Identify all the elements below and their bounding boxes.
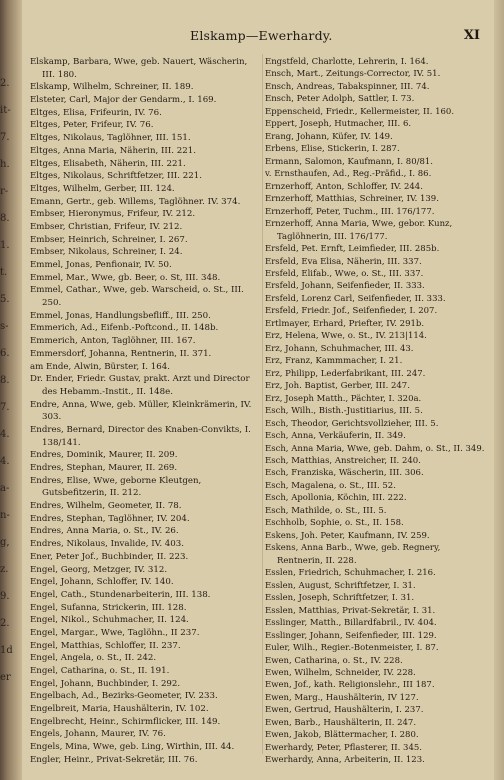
running-header — [150, 28, 480, 46]
left-column — [30, 56, 262, 767]
directory-entry: Endres, Dominik, Maurer, II. 209. — [30, 450, 178, 461]
directory-entry: Eppert, Joseph, Hutmacher, III. 6. — [265, 119, 412, 130]
directory-entry: Esslen, Friedrich, Schuhmacher, I. 216. — [265, 568, 436, 579]
edge-fragment: 1d — [0, 645, 13, 656]
page-edge — [494, 0, 504, 780]
directory-entry: Ertlmayer, Erhard, Priefter, IV. 291b. — [265, 318, 425, 329]
edge-fragment: 1. — [0, 240, 10, 251]
directory-entry: Endres, Anna Maria, o. St., IV. 26. — [30, 526, 179, 537]
directory-entry: Engel, Johann, Buchbinder, I. 292. — [30, 678, 181, 689]
directory-entry: Endres, Wilhelm, Geometer, II. 78. — [30, 501, 182, 512]
directory-entry: Esch, Apollonia, Köchin, III. 222. — [265, 493, 407, 504]
directory-entry: Emmel, Cathar., Wwe, geb. Warscheid, o. St., III. 250. — [30, 285, 244, 309]
edge-fragment: 7. — [0, 132, 10, 143]
directory-entry: Ersfeld, Lorenz Carl, Seifenfieder, II. 333. — [265, 293, 446, 304]
directory-entry: Eppenscheid, Friedr., Kellermeister, II. 160. — [265, 106, 455, 117]
edge-fragment: a- — [0, 483, 10, 494]
edge-fragment: it- — [0, 105, 11, 116]
header-title: Elskamp—Ewerhardy. — [190, 28, 333, 43]
directory-entry: am Ende, Alwin, Bürster, I. 164. — [30, 361, 170, 372]
binding-gutter — [0, 0, 22, 780]
directory-entry: Ernzerhoff, Anna Maria, Wwe, gebor. Kunz, Taglöhnerin, III. 176/177. — [265, 219, 453, 242]
directory-entry: Esslinger, Matth., Billardfabril., IV. 404. — [265, 618, 437, 629]
directory-entry: Erbens, Elise, Stickerin, I. 287. — [265, 144, 400, 155]
directory-entry: Eltges, Nikolaus, Schriftfetzer, III. 221. — [30, 171, 202, 182]
edge-fragment: 8. — [0, 375, 10, 386]
directory-entry: Ewen, Jakob, Blättermacher, I. 280. — [265, 730, 419, 741]
edge-fragment: t. — [0, 267, 8, 278]
directory-entry: Emmel, Jonas, Penfionair, IV. 50. — [30, 260, 172, 270]
right-column — [265, 56, 485, 767]
directory-entry: Ener, Peter Jof., Buchbinder, II. 223. — [30, 551, 189, 562]
directory-entry: Engel, Nikol., Schuhmacher, II. 124. — [30, 615, 189, 626]
directory-entry: Endres, Nikolaus, Invalide, IV. 403. — [30, 539, 185, 550]
directory-entry: Ernzerhoff, Matthias, Schreiner, IV. 139. — [265, 194, 439, 205]
directory-entry: Esch, Magalena, o. St., III. 52. — [265, 480, 396, 491]
directory-entry: Ewen, Jof., kath. Religionslehr., III 187. — [265, 680, 435, 691]
directory-entry: Embser, Christian, Frifeur, IV. 212. — [30, 221, 183, 232]
directory-entry: Elskamp, Wilhelm, Schreiner, II. 189. — [30, 82, 194, 93]
directory-entry: Esslen, August, Schriftfetzer, I. 31. — [265, 580, 416, 591]
directory-entry: Ersfeld, Friedr. Jof., Seifenfieder, I. 207. — [265, 306, 438, 317]
directory-entry: Ewen, Barb., Haushälterin, II. 247. — [265, 717, 417, 728]
directory-entry: Ersfeld, Pet. Ernft, Leimfieder, III. 285b. — [265, 244, 440, 255]
edge-fragment: 8. — [0, 213, 10, 224]
directory-entry: Eltges, Nikolaus, Taglöhner, III. 151. — [30, 133, 191, 144]
directory-entry: Esch, Anna, Verkäuferin, II. 349. — [265, 431, 406, 442]
directory-entry: Endres, Elise, Wwe, geborne Kleutgen, Gutsbefitzerin, II. 212. — [30, 475, 202, 499]
directory-entry: Engel, Cath., Stundenarbeiterin, III. 138. — [30, 589, 211, 600]
edge-fragment: 4. — [0, 429, 10, 440]
directory-entry: Erz, Helena, Wwe, o. St., IV. 213|114. — [265, 331, 427, 342]
directory-entry: Erz, Joh. Baptist, Gerber, III. 247. — [265, 381, 410, 392]
directory-entry: Ewen, Wilhelm, Schneider, IV. 228. — [265, 667, 416, 678]
directory-entry: Ensch, Mart., Zeitungs-Corrector, IV. 51. — [265, 69, 441, 80]
directory-entry: Eltges, Wilhelm, Gerber, III. 124. — [30, 183, 175, 194]
directory-entry: Eskens, Joh. Peter, Kaufmann, IV. 259. — [265, 530, 430, 541]
edge-fragment: 2. — [0, 78, 10, 89]
directory-entry: Emmel, Jonas, Handlungsbefliff., III. 250. — [30, 310, 211, 321]
directory-entry: Esch, Wilh., Bisth.-Justitiarius, III. 5. — [265, 406, 423, 417]
directory-entry: Endres, Stephan, Taglöhner, IV. 204. — [30, 513, 190, 524]
directory-entry: Embser, Heinrich, Schreiner, I. 267. — [30, 234, 188, 245]
directory-entry: Engelbach, Ad., Bezirks-Geometer, IV. 233. — [30, 691, 218, 702]
edge-fragment: 2. — [0, 618, 10, 629]
directory-entry: Ernzerhoff, Peter, Tuchm., III. 176/177. — [265, 206, 435, 217]
directory-entry: Engstfeld, Charlotte, Lehrerin, I. 164. — [265, 57, 429, 67]
directory-entry: Erang, Johann, Küfer, IV. 149. — [265, 131, 393, 142]
directory-entry: Ersfeld, Eva Elisa, Näherin, III. 337. — [265, 256, 422, 267]
directory-entry: Engel, Angela, o. St., II. 242. — [30, 653, 157, 664]
directory-entry: Endres, Stephan, Maurer, II. 269. — [30, 463, 178, 473]
directory-entry: Ewerhardy, Peter, Pflasterer, II. 345. — [265, 742, 422, 753]
directory-entry: Engel, Margar., Wwe, Taglöhn., II 237. — [30, 627, 200, 638]
directory-entry: Emmel, Mar., Wwe, gb. Beer, o. St, III. 348. — [30, 272, 221, 283]
directory-entry: Eltges, Peter, Frifeur, IV. 76. — [30, 120, 154, 131]
edge-fragment: s- — [0, 321, 9, 332]
directory-entry: Ersfeld, Elifab., Wwe, o. St., III. 337. — [265, 268, 424, 279]
directory-entry: Endres, Bernard, Director des Knaben-Convikts, I. 138/141. — [30, 424, 251, 448]
directory-entry: Embser, Nikolaus, Schreiner, I. 24. — [30, 247, 183, 258]
directory-entry: Engels, Mina, Wwe, geb. Ling, Wirthin, III. 44. — [30, 742, 235, 753]
directory-entry: Esch, Mathilde, o. St., III. 5. — [265, 505, 387, 516]
directory-entry: Ensch, Andreas, Tabakspinner, III. 74. — [265, 81, 430, 92]
directory-entry: Erz, Philipp, Lederfabrikant, III. 247. — [265, 368, 426, 379]
directory-entry: Esch, Franziska, Wäscherin, III. 306. — [265, 468, 424, 479]
directory-entry: Eltges, Anna Maria, Näherin, III. 221. — [30, 145, 196, 156]
directory-entry: Engelbrecht, Heinr., Schirmflicker, III. 149. — [30, 716, 221, 727]
directory-entry: Elskamp, Barbara, Wwe, geb. Nauert, Wäscherin, III. 180. — [30, 57, 248, 80]
edge-fragment: h. — [0, 159, 10, 170]
directory-entry: Emmersdorf, Johanna, Rentnerin, II. 371. — [30, 348, 212, 359]
directory-entry: Elsteter, Carl, Major der Gendarm., I. 169. — [30, 95, 217, 106]
directory-entry: Eltges, Elisabeth, Näherin, III. 221. — [30, 158, 186, 169]
directory-entry: Ewerhardy, Anna, Arbeiterin, II. 123. — [265, 755, 425, 766]
directory-entry: Engel, Sufanna, Strickerin, III. 128. — [30, 602, 187, 613]
directory-entry: Emmerich, Ad., Eifenb.-Poftcond., II. 148b. — [30, 323, 219, 334]
directory-entry: Eschholb, Sophie, o. St., II. 158. — [265, 518, 404, 529]
directory-entry: Eltges, Elisa, Frifeurin, IV. 76. — [30, 107, 162, 118]
directory-entry: Esslen, Joseph, Schriftfetzer, I. 31. — [265, 593, 415, 604]
directory-entry: Engels, Johann, Maurer, IV. 76. — [30, 729, 166, 740]
directory-entry: Erz, Joseph Matth., Pächter, I. 320a. — [265, 393, 422, 404]
directory-entry: Ersfeld, Johann, Seifenfieder, II. 333. — [265, 281, 425, 292]
directory-entry: Engel, Matthias, Schloffer, II. 237. — [30, 640, 181, 651]
edge-fragment: z. — [0, 564, 9, 575]
directory-entry: Esch, Anna Maria, Wwe, geb. Dahm, o. St., II. 349. — [265, 443, 485, 454]
edge-fragment: 9. — [0, 591, 10, 602]
edge-fragment: r- — [0, 186, 9, 197]
directory-entry: Engel, Georg, Metzger, IV. 312. — [30, 564, 168, 575]
directory-entry: Emmerich, Anton, Taglöhner, III. 167. — [30, 336, 196, 347]
page-number: XI — [463, 28, 480, 43]
edge-fragment: 7. — [0, 402, 10, 413]
directory-entry: Erz, Franz, Kammmacher, I. 21. — [265, 356, 403, 367]
directory-entry: Esch, Theodor, Gerichtsvollzieher, III. 5. — [265, 418, 439, 429]
column-divider — [262, 54, 263, 754]
edge-fragment: 6. — [0, 348, 10, 359]
edge-fragment: n- — [0, 510, 10, 521]
edge-fragment: er — [0, 672, 11, 683]
directory-entry: Erz, Johann, Schuhmacher, III. 43. — [265, 343, 414, 354]
directory-entry: Ermann, Salomon, Kaufmann, I. 80/81. — [265, 156, 434, 167]
edge-fragment: 4. — [0, 456, 10, 467]
directory-entry: Engelbreit, Maria, Haushälterin, IV. 102. — [30, 704, 209, 715]
directory-entry: Engler, Heinr., Privat-Sekretär, III. 76. — [30, 754, 198, 765]
directory-entry: v. Ernsthaufen, Ad., Reg.-Präfid., I. 86. — [265, 169, 432, 180]
directory-entry: Endre, Anna, Wwe, geb. Müller, Kleinkrämerin, IV. 303. — [30, 399, 252, 423]
directory-entry: Ewen, Marg., Haushälterin, IV 127. — [265, 692, 419, 703]
directory-entry: Esslen, Matthias, Privat-Sekretär, I. 31. — [265, 605, 436, 616]
directory-entry: Ernzerhoff, Anton, Schloffer, IV. 244. — [265, 181, 423, 192]
edge-fragment: 5. — [0, 294, 10, 305]
directory-entry: Emann, Gertr., geb. Willems, Taglöhner. IV. 374. — [30, 196, 241, 207]
directory-entry: Ewen, Gertrud, Haushälterin, I. 237. — [265, 705, 424, 716]
directory-entry: Eskens, Anna Barb., Wwe, geb. Regnery, Rentnerin, II. 228. — [265, 543, 441, 566]
directory-entry: Embser, Hieronymus, Frifeur, IV. 212. — [30, 209, 196, 220]
directory-entry: Esch, Matthias, Anstreicher, II. 240. — [265, 456, 421, 466]
edge-fragment: g, — [0, 537, 10, 548]
directory-entry: Engel, Catharina, o. St., II. 191. — [30, 666, 170, 676]
directory-entry: Engel, Johann, Schloffer, IV. 140. — [30, 577, 174, 588]
directory-entry: Dr. Ender, Friedr. Gustav, prakt. Arzt und Director des Hebamm.-Instit., II. 148e. — [30, 374, 250, 397]
directory-entry: Esslinger, Johann, Seifenfieder, III. 129. — [265, 630, 437, 641]
directory-entry: Ensch, Peter Adolph, Sattler, I. 73. — [265, 94, 415, 105]
previous-page-edge — [0, 70, 14, 691]
directory-entry: Ewen, Catharina, o. St., IV. 228. — [265, 655, 403, 666]
directory-entry: Euler, Wilh., Regier.-Botenmeister, I. 87. — [265, 643, 439, 654]
